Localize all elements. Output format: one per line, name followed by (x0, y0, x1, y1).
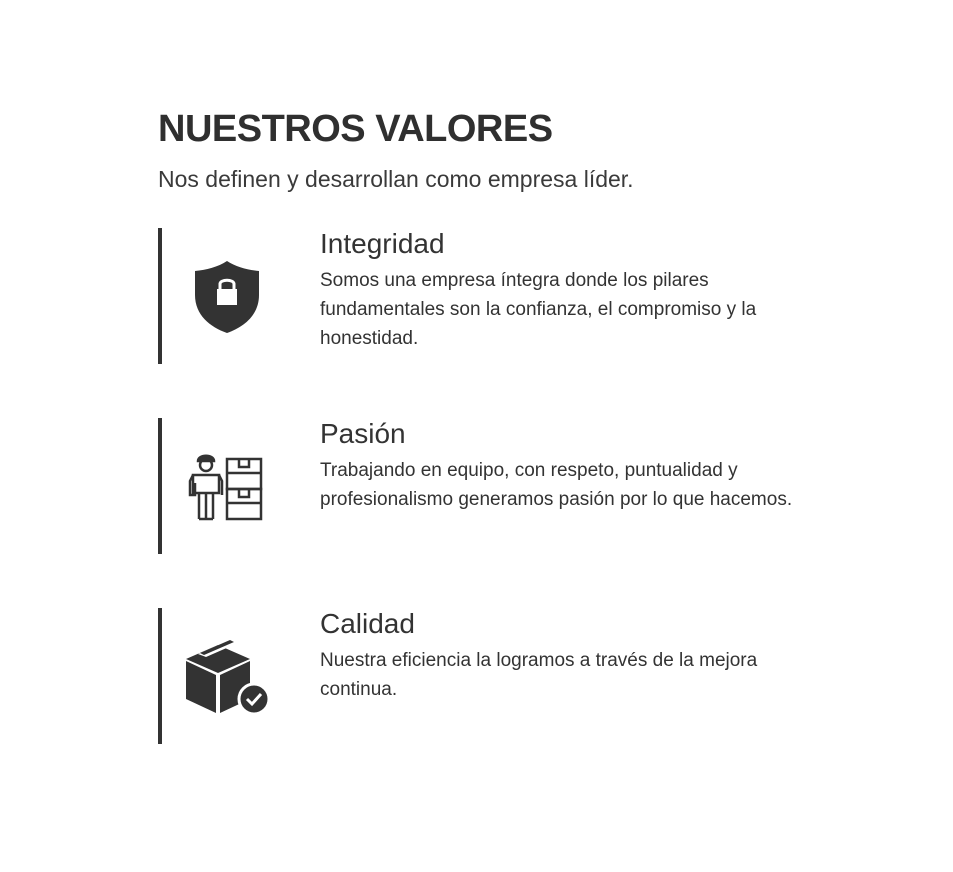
page-title: NUESTROS VALORES (158, 108, 553, 150)
value-description: Somos una empresa íntegra donde los pilares fundamentales son la confianza, el compromiso y la honestidad. (320, 270, 757, 349)
value-text (320, 228, 820, 353)
shield-lock-icon (182, 252, 272, 342)
value-name: Integridad (320, 228, 445, 259)
value-text (320, 608, 820, 704)
value-description: Trabajando en equipo, con respeto, puntualidad y profesionalismo generamos pasión por lo que hacemos. (320, 460, 793, 510)
value-description: Nuestra eficiencia la logramos a través de la mejora continua. (320, 650, 758, 700)
box-check-icon (182, 632, 272, 722)
values-header (158, 106, 858, 194)
accent-bar (158, 608, 162, 744)
value-item-integridad (158, 228, 838, 364)
value-item-pasion (158, 418, 838, 554)
worker-boxes-icon (182, 442, 272, 532)
value-name: Calidad (320, 608, 415, 639)
value-name: Pasión (320, 418, 406, 449)
accent-bar (158, 418, 162, 554)
accent-bar (158, 228, 162, 364)
value-text (320, 418, 820, 514)
page-subtitle: Nos definen y desarrollan como empresa líder. (158, 166, 634, 192)
value-item-calidad (158, 608, 838, 744)
